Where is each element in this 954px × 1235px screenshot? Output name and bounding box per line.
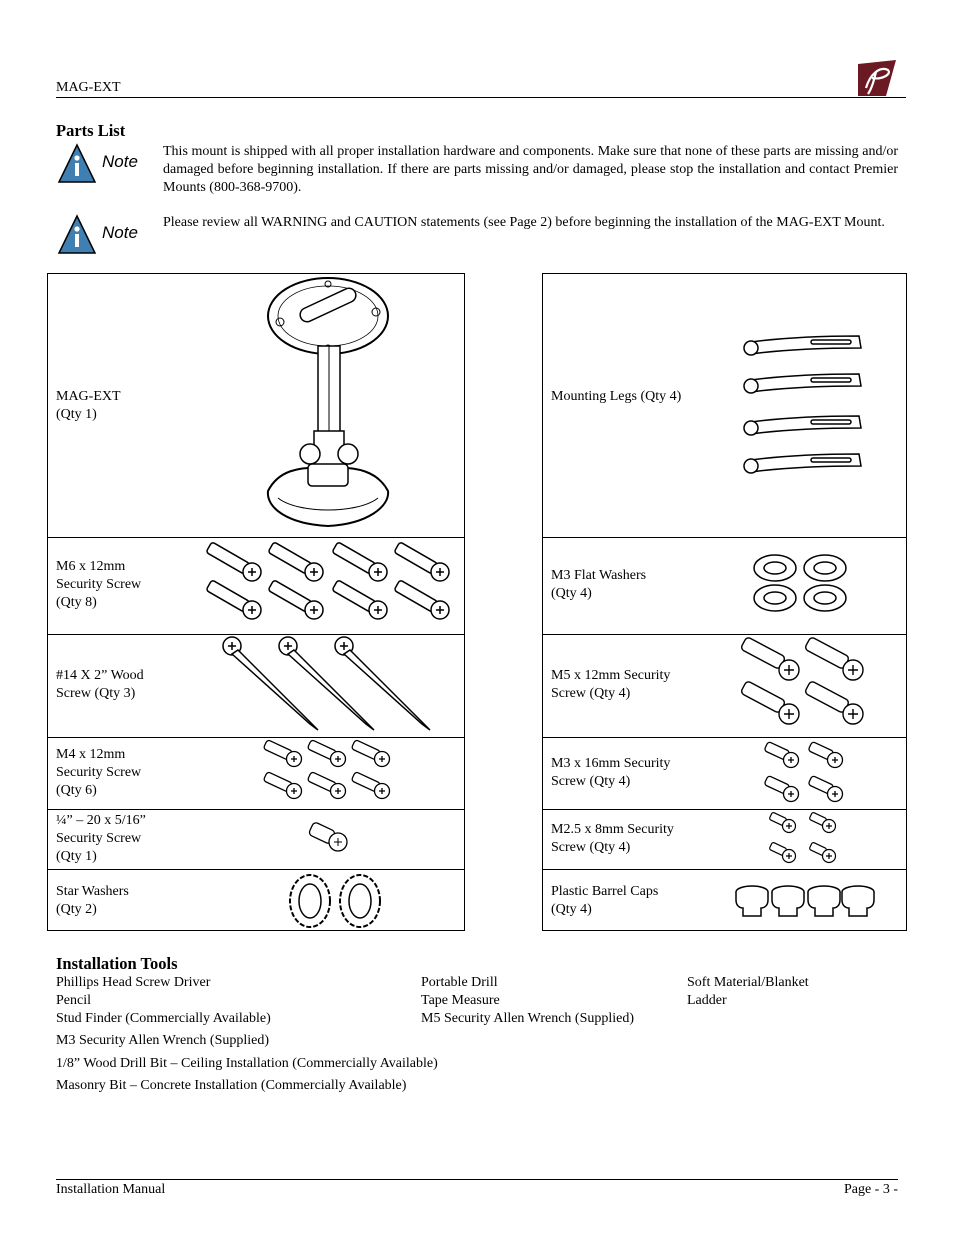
- tool-item: Ladder: [687, 993, 727, 1008]
- note-icon-2: [56, 213, 142, 262]
- note-text-2: Please review all WARNING and CAUTION statements (see Page 2) before beginning the installation of the MAG-EXT Mount.: [163, 215, 885, 230]
- part-label-m3-washers: M3 Flat Washers (Qty 4): [551, 568, 647, 601]
- part-label-mounting-legs: Mounting Legs (Qty 4): [551, 389, 682, 404]
- premier-logo-icon: [856, 58, 898, 98]
- parts-table-right: [542, 273, 907, 931]
- barrel-caps-image: [735, 884, 875, 922]
- tool-item: M5 Security Allen Wrench (Supplied): [421, 1011, 635, 1026]
- footer-page-number: Page - 3 -: [843, 1182, 898, 1197]
- m3-screws-image: [761, 740, 845, 806]
- row-divider: [543, 634, 906, 635]
- parts-table-left: [47, 273, 465, 931]
- tool-item: Tape Measure: [421, 993, 500, 1008]
- footer-rule: [56, 1179, 898, 1180]
- mag-ext-mount-image: [258, 276, 398, 534]
- m5-screws-image: [737, 638, 867, 734]
- tool-item: M3 Security Allen Wrench (Supplied): [56, 1033, 270, 1048]
- row-divider: [543, 809, 906, 810]
- part-label-m4-screw: M4 x 12mm Security Screw (Qty 6): [56, 747, 142, 798]
- tool-item: Soft Material/Blanket: [687, 975, 809, 990]
- star-washers-image: [286, 872, 386, 930]
- row-divider: [543, 737, 906, 738]
- tool-item: Stud Finder (Commercially Available): [56, 1011, 271, 1026]
- note-label-2: Note: [102, 223, 138, 242]
- tool-item: Masonry Bit – Concrete Installation (Commercially Available): [56, 1078, 407, 1093]
- tool-item: Portable Drill: [421, 975, 498, 990]
- tool-item: Pencil: [56, 993, 91, 1008]
- part-label-m5-screw: M5 x 12mm Security Screw (Qty 4): [551, 668, 671, 701]
- installation-tools-title: Installation Tools: [56, 954, 178, 973]
- row-divider: [48, 537, 464, 538]
- row-divider: [543, 537, 906, 538]
- wood-screws-image: [218, 636, 408, 736]
- tool-item: Phillips Head Screw Driver: [56, 975, 211, 990]
- parts-list-title: Parts List: [56, 121, 126, 140]
- m25-screws-image: [767, 810, 841, 868]
- tool-item: 1/8” Wood Drill Bit – Ceiling Installation (Commercially Available): [56, 1056, 438, 1071]
- note-text-1: This mount is shipped with all proper installation hardware and components. Make sure that none of these parts are missing and/or damaged before beginning installation. If there are parts missing and/or damaged, please stop the installation and contact Premier Mounts (800-368-9700).: [163, 144, 898, 195]
- part-label-mag-ext: MAG-EXT (Qty 1): [56, 389, 121, 422]
- part-label-m25-screw: M2.5 x 8mm Security Screw (Qty 4): [551, 822, 674, 855]
- part-label-barrel-caps: Plastic Barrel Caps (Qty 4): [551, 884, 659, 917]
- row-divider: [543, 869, 906, 870]
- part-label-wood-screw: #14 X 2” Wood Screw (Qty 3): [56, 668, 144, 701]
- m3-washers-image: [749, 552, 853, 616]
- row-divider: [48, 869, 464, 870]
- mounting-legs-image: [741, 332, 865, 480]
- note-icon-1: [56, 142, 142, 191]
- header-rule: [56, 97, 906, 98]
- footer-manual-title: Installation Manual: [56, 1182, 166, 1197]
- row-divider: [48, 634, 464, 635]
- m4-screws-image: [260, 739, 400, 807]
- row-divider: [48, 737, 464, 738]
- part-label-quarter-screw: ¼” – 20 x 5/16” Security Screw (Qty 1): [56, 813, 146, 864]
- header-model: MAG-EXT: [56, 80, 121, 95]
- part-label-m6-screw: M6 x 12mm Security Screw (Qty 8): [56, 559, 142, 610]
- part-label-star-washers: Star Washers (Qty 2): [56, 884, 129, 917]
- m6-screws-image: [198, 544, 458, 632]
- part-label-m3-screw: M3 x 16mm Security Screw (Qty 4): [551, 756, 671, 789]
- row-divider: [48, 809, 464, 810]
- note-label-1: Note: [102, 152, 138, 171]
- quarter-screw-image: [306, 820, 350, 856]
